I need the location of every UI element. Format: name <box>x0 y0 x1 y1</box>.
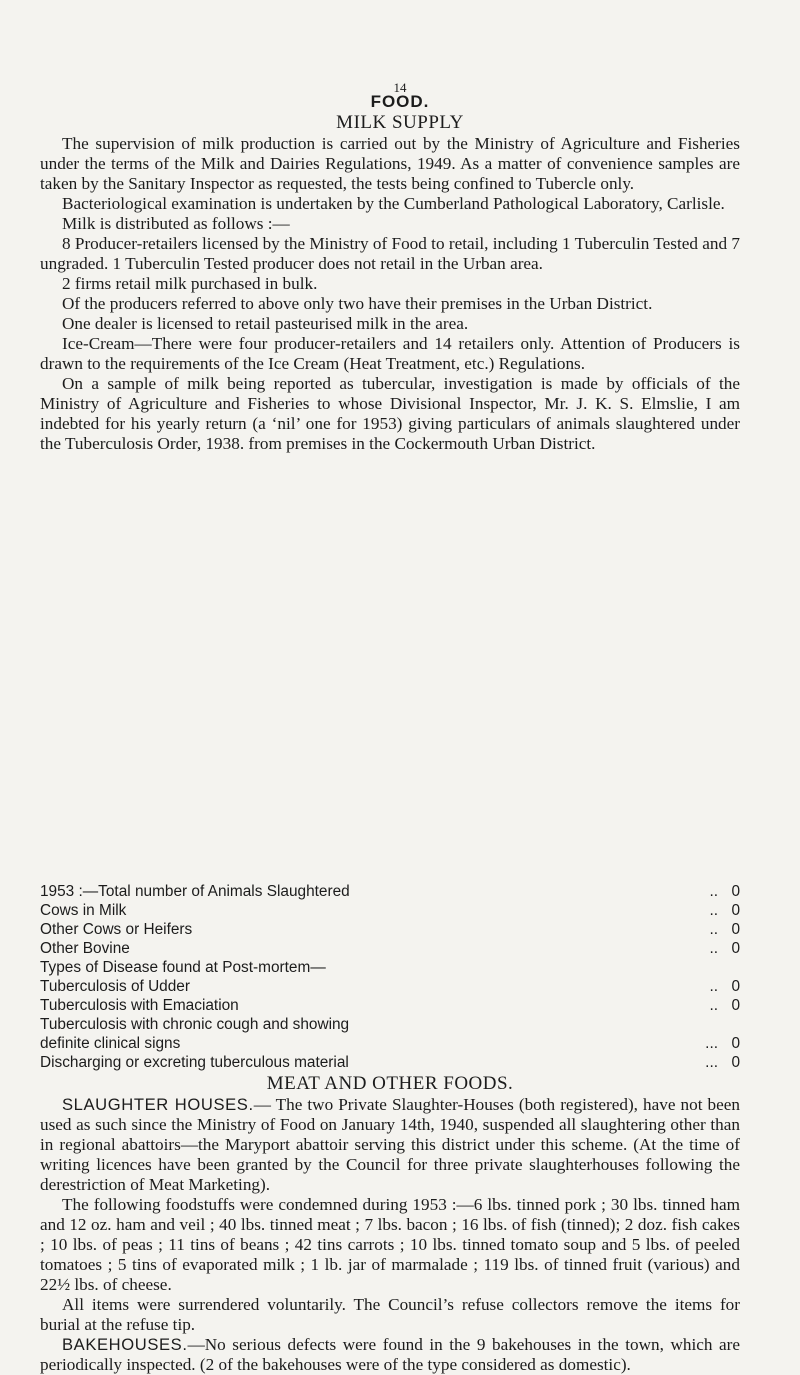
meat-section <box>40 1073 740 1375</box>
slaughter-houses-text: — The two Private Slaughter-Houses (both registered), have not been used as such since the Ministry of Food on January 14th, 1940, suspended all slaughtering other than in regional abattoirs—the Maryport abattoir serving this district under this scheme. (At the time of writing licences have been granted by the Council for three private slaughterhouses following the derestriction of Meat Marketing). <box>40 1095 740 1194</box>
slaughter-houses-paragraph <box>40 1095 740 1195</box>
stats-row-label: Discharging or excreting tuberculous material <box>40 1054 349 1071</box>
stats-row-leader: .. <box>709 997 718 1014</box>
stats-row <box>40 996 740 1015</box>
stats-row-leader: .. <box>709 883 718 900</box>
stats-row-leader: .. <box>709 978 718 995</box>
stats-row-value: 0 <box>731 921 740 938</box>
stats-row-leader: .. <box>709 940 718 957</box>
stats-table <box>40 882 740 1072</box>
stats-row-value <box>718 1015 740 1034</box>
milk-paragraph: 8 Producer-retailers licensed by the Ministry of Food to retail, including 1 Tuberculin Tested and 7 ungraded. 1 Tuberculin Tested producer does not retail in the Urban area. <box>40 234 740 273</box>
tuberculosis-stats <box>40 882 740 1072</box>
milk-paragraph: The supervision of milk production is carried out by the Ministry of Agriculture and Fisheries under the terms of the Milk and Dairies Regulations, 1949. As a matter of convenience samples are taken by the Sanitary Inspector as requested, the tests being confined to Tubercle only. <box>40 134 740 193</box>
stats-row <box>40 1015 740 1034</box>
stats-row <box>40 939 740 958</box>
stats-row-value: 0 <box>731 997 740 1014</box>
stats-row-label: Tuberculosis of Udder <box>40 978 190 995</box>
stats-row <box>40 958 740 977</box>
stats-row-value: 0 <box>731 940 740 957</box>
milk-paragraph: 2 firms retail milk purchased in bulk. <box>62 274 318 293</box>
bakehouses-text: —No serious defects were found in the 9 bakehouses in the town, which are periodically inspected. (2 of the bakehouses were of the type considered as domestic). <box>40 1335 740 1374</box>
stats-row-value <box>718 958 740 977</box>
milk-paragraph: Ice-Cream—There were four producer-retailers and 14 retailers only. Attention of Producers is drawn to the requirements of the Ice Cream (Heat Treatment, etc.) Regulations. <box>40 334 740 373</box>
stats-row-value: 0 <box>731 978 740 995</box>
page-number: 14 <box>393 80 407 95</box>
stats-row-label: Tuberculosis with Emaciation <box>40 997 239 1014</box>
stats-row-leader: .. <box>709 902 718 919</box>
stats-row-label: Cows in Milk <box>40 902 127 919</box>
meat-heading: MEAT AND OTHER FOODS. <box>266 1073 514 1094</box>
stats-row <box>40 882 740 901</box>
stats-row-leader <box>678 958 718 977</box>
milk-paragraph: One dealer is licensed to retail pasteurised milk in the area. <box>62 314 469 333</box>
milk-section <box>40 134 740 454</box>
stats-row <box>40 977 740 996</box>
condemned-foods-paragraph: The following foodstuffs were condemned during 1953 :—6 lbs. tinned pork ; 30 lbs. tinned ham and 12 oz. ham and veil ; 40 lbs. tinned meat ; 7 lbs. bacon ; 16 lbs. of fish (tinned); 2 doz. fish cakes ; 10 lbs. of peas ; 11 tins of beans ; 42 tins carrots ; 10 lbs. tinned tomato soup and 5 lbs. of peeled tomatoes ; 5 tins of evaporated milk ; 1 lb. jar of marmalade ; 119 lbs. of tinned fruit (various) and 22½ lbs. of cheese. <box>40 1195 740 1294</box>
stats-row-leader <box>678 1015 718 1034</box>
stats-row-label: definite clinical signs <box>40 1035 181 1052</box>
stats-row <box>40 920 740 939</box>
bakehouses-paragraph <box>40 1335 740 1375</box>
stats-row <box>40 1034 740 1053</box>
milk-paragraph: Of the producers referred to above only two have their premises in the Urban District. <box>62 294 653 313</box>
stats-row-label: Types of Disease found at Post-mortem— <box>40 959 326 976</box>
bakehouses-label: BAKEHOUSES. <box>62 1335 188 1354</box>
milk-paragraph: On a sample of milk being reported as tubercular, investigation is made by officials of the Ministry of Agriculture and Fisheries to whose Divisional Inspector, Mr. J. K. S. Elmslie, I am indebted for his yearly return (a ‘nil’ one for 1953) giving particulars of animals slaughtered under the Tuberculosis Order, 1938. from premises in the Cockermouth Urban District. <box>40 374 740 453</box>
stats-row-value: 0 <box>731 883 740 900</box>
milk-paragraph: Bacteriological examination is undertaken by the Cumberland Pathological Laboratory, Carlisle. <box>62 194 725 213</box>
stats-row-leader: .. <box>709 921 718 938</box>
stats-row <box>40 1053 740 1072</box>
food-heading: FOOD. <box>370 92 430 111</box>
stats-row <box>40 901 740 920</box>
slaughter-houses-label: SLAUGHTER HOUSES. <box>62 1095 254 1114</box>
stats-row-label: Other Cows or Heifers <box>40 921 193 938</box>
stats-row-value: 0 <box>731 1054 740 1071</box>
milk-paragraph: Milk is distributed as follows :— <box>62 214 290 233</box>
stats-row-value: 0 <box>731 1035 740 1052</box>
stats-row-label: 1953 :—Total number of Animals Slaughtered <box>40 883 350 900</box>
stats-row-label: Tuberculosis with chronic cough and showing <box>40 1016 350 1033</box>
stats-row-value: 0 <box>731 902 740 919</box>
surrendered-paragraph: All items were surrendered voluntarily. The Council’s refuse collectors remove the items for burial at the refuse tip. <box>40 1295 740 1334</box>
stats-row-leader: ... <box>705 1035 718 1052</box>
milk-supply-heading: MILK SUPPLY <box>336 112 464 133</box>
stats-row-label: Other Bovine <box>40 940 130 957</box>
stats-row-leader: ... <box>705 1054 718 1071</box>
